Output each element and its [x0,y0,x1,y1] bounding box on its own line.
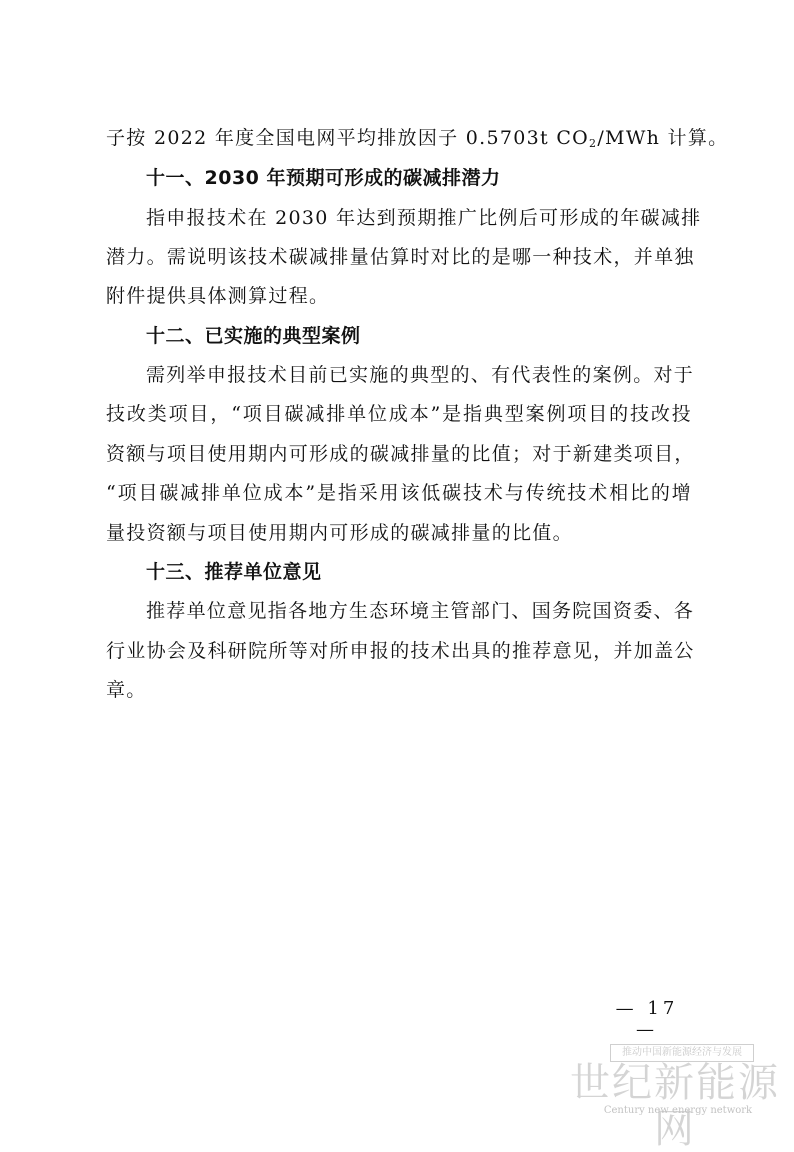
section-13-line-2: 行业协会及科研院所等对所申报的技术出具的推荐意见，并加盖公 [106,640,695,662]
co2-subscript: 2 [589,137,598,150]
section-12-line-1: 需列举申报技术目前已实施的典型的、有代表性的案例。对于 [146,364,695,386]
intro-line: 子按 2022 年度全国电网平均排放因子 0.5703t $CO_2$/MWh 计算。 [106,127,729,150]
section-11-heading: 十一、2030 年预期可形成的碳减排潜力 [146,167,501,189]
section-13-heading: 十三、推荐单位意见 [146,561,322,583]
section-13-line-1: 推荐单位意见指各地方生态环境主管部门、国务院国资委、各 [146,600,695,622]
section-12-line-2: 技改类项目，“项目碳减排单位成本”是指典型案例项目的技改投 [106,403,692,425]
section-12-line-5: 量投资额与项目使用期内可形成的碳减排量的比值。 [106,522,573,544]
section-13-line-3: 章。 [106,679,147,701]
section-11-line-1: 指申报技术在 2030 年达到预期推广比例后可形成的年碳减排 [146,207,702,229]
watermark-logo-text: 世纪新能源网 [570,1060,780,1152]
section-12-heading: 十二、已实施的典型案例 [146,325,361,347]
section-12-line-3: 资额与项目使用期内可形成的碳减排量的比值；对于新建类项目， [106,443,695,465]
section-12-line-4: “项目碳减排单位成本”是指采用该低碳技术与传统技术相比的增 [106,482,692,504]
section-11-line-3: 附件提供具体测算过程。 [106,285,330,307]
watermark-english: Century new energy network [603,1105,753,1116]
section-11-line-2: 潜力。需说明该技术碳减排量估算时对比的是哪一种技术，并单独 [106,246,695,268]
page-number: — 17 — [615,998,679,1040]
watermark-tagline: 推动中国新能源经济与发展 [610,1044,754,1062]
